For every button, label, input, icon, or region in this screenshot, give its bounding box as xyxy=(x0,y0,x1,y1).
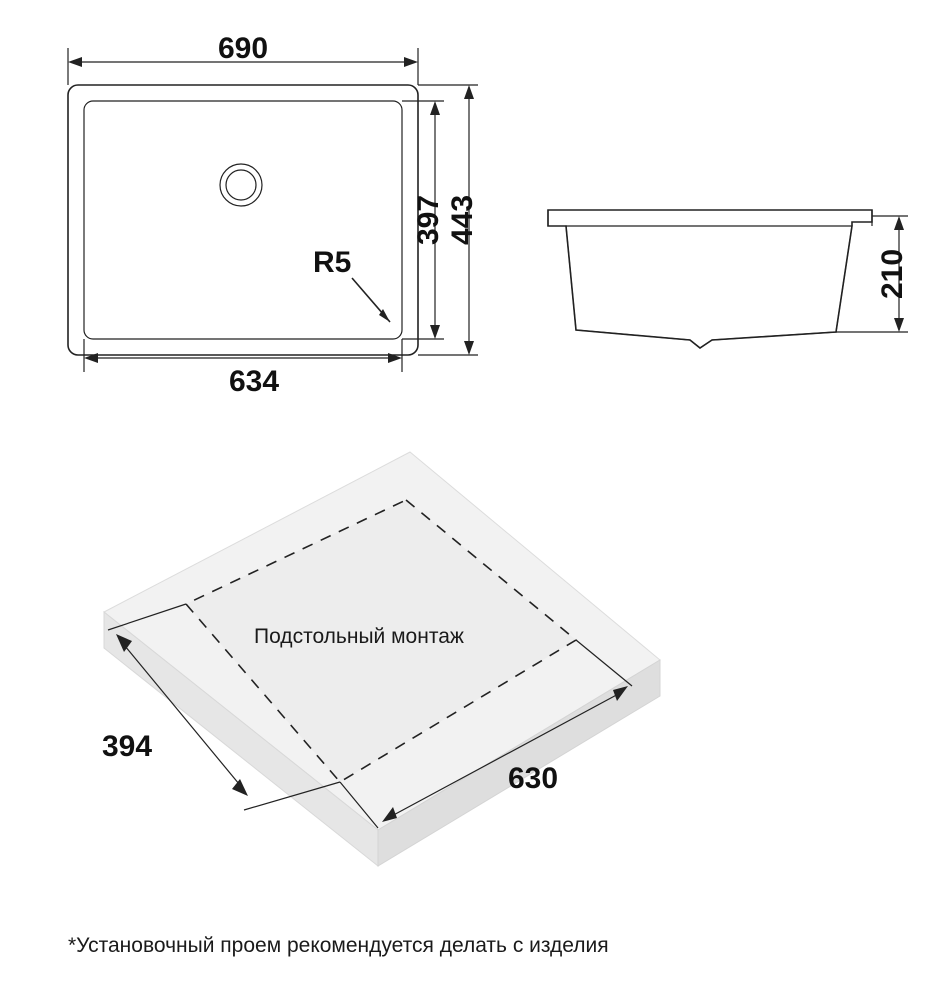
drain-hole xyxy=(220,164,262,206)
cutout-label: Подстольный монтаж xyxy=(254,625,464,648)
footnote: *Установочный проем рекомендуется делать с изделия xyxy=(68,934,609,957)
side-view-group xyxy=(548,210,909,348)
dimension-397 xyxy=(402,101,445,339)
dimension-394-label: 394 xyxy=(102,730,153,763)
dimension-634 xyxy=(84,339,402,398)
dimension-397-label: 397 xyxy=(412,194,445,246)
sink-side-bowl xyxy=(566,226,852,348)
dimension-443-label: 443 xyxy=(446,194,479,246)
dimension-690 xyxy=(68,32,418,85)
sink-inner-bowl xyxy=(84,101,402,339)
dimension-634-label: 634 xyxy=(228,365,280,398)
dimension-690-label: 690 xyxy=(217,32,269,65)
radius-label: R5 xyxy=(313,246,352,279)
dimension-210 xyxy=(836,216,909,332)
dimension-210-label: 210 xyxy=(876,248,909,300)
top-view-group xyxy=(68,32,479,398)
cutout-view-group xyxy=(102,452,660,866)
dimension-630-label: 630 xyxy=(508,762,559,795)
sink-side-profile xyxy=(548,210,872,348)
radius-callout xyxy=(313,246,390,322)
sink-outer-rim xyxy=(68,85,418,355)
